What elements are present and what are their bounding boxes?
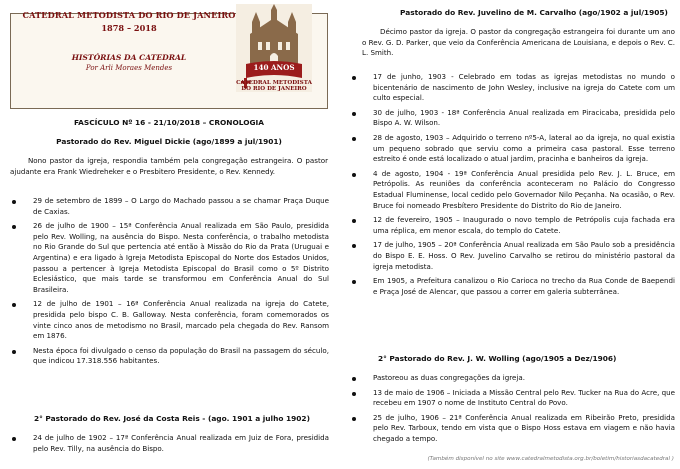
list-item-text: 12 de fevereiro, 1905 – Inaugurado o novo templo de Petrópolis cuja fachada era uma réplica, em menor escala, do templo do Catete. bbox=[373, 215, 675, 235]
bullet-icon bbox=[12, 303, 16, 307]
list-item bbox=[348, 72, 675, 104]
header-subtitle: HISTÓRIAS DA CATEDRAL bbox=[71, 53, 187, 62]
list-item bbox=[348, 108, 675, 129]
intro-paragraph: Nono pastor da igreja, respondia também pela congregação estrangeira. O pastor ajudante era Frank Wiedreheker e o Presbitero Presidente, o Rev. Kennedy. bbox=[10, 156, 328, 176]
list-item bbox=[348, 373, 675, 384]
list-item bbox=[8, 221, 329, 295]
pastor-carvalho-heading: Pastorado do Rev. Juvelino de M. Carvalho (ago/1902 a jul/1905) bbox=[400, 8, 668, 17]
cathedral-logo-icon bbox=[236, 4, 312, 92]
logo-anniversary: 140 ANOS bbox=[253, 63, 295, 72]
list-item bbox=[8, 346, 329, 367]
list-item-text: 25 de julho, 1906 – 21ª Conferência Anual realizada em Ribeirão Preto, presidida pelo Rev. Tarboux, tendo em vista que o Bispo Hoss estava em viagem e não havia chegado a tempo. bbox=[373, 412, 675, 443]
bullet-icon bbox=[352, 417, 356, 421]
list-item bbox=[348, 133, 675, 165]
header-years: 1878 – 2018 bbox=[101, 23, 157, 33]
header-author: Por Arli Moraes Mendes bbox=[85, 64, 173, 72]
list-item-text: 30 de julho, 1903 - 18ª Conferência Anual realizada em Piracicaba, presidida pelo Bispo A. W. Wilson. bbox=[373, 107, 675, 128]
bullet-icon bbox=[352, 219, 356, 223]
left-bullet-list bbox=[8, 196, 329, 371]
header-title: CATEDRAL METODISTA DO RIO DE JANEIRO bbox=[22, 10, 236, 20]
list-item-text: 17 de junho, 1903 - Celebrado em todas as igrejas metodistas no mundo o bicentenário de nascimento de John Wesley, inclusive na igreja do Catete com um culto especial. bbox=[373, 72, 675, 103]
bullet-icon bbox=[352, 280, 356, 284]
bullet-icon bbox=[352, 76, 356, 80]
list-item-text: Em 1905, a Prefeitura canalizou o Rio Carioca no trecho da Rua Conde de Baependi e Praça José de Alencar, que passou a correr em galeria subterrânea. bbox=[373, 276, 675, 296]
left-column bbox=[0, 0, 338, 469]
pastor-reis-heading: 2° Pastorado do Rev. José da Costa Reis - (ago. 1901 a julho 1902) bbox=[34, 414, 310, 423]
logo-name-line1: CATEDRAL METODISTA bbox=[236, 80, 312, 86]
bullet-icon bbox=[352, 392, 356, 396]
bullet-icon bbox=[352, 173, 356, 177]
list-item bbox=[348, 169, 675, 211]
list-item bbox=[348, 388, 675, 409]
bullet-icon bbox=[352, 112, 356, 116]
bullet-icon bbox=[352, 377, 356, 381]
list-item bbox=[348, 240, 675, 272]
right-bullet-list-2 bbox=[348, 373, 675, 449]
list-item bbox=[8, 299, 329, 341]
pastor-wolling-heading: 2° Pastorado do Rev. J. W. Wolling (ago/1905 a Dez/1906) bbox=[378, 354, 617, 363]
bullet-icon bbox=[12, 350, 16, 354]
bullet-icon bbox=[352, 137, 356, 141]
carvalho-intro-paragraph: Décimo pastor da igreja. O pastor da congregação estrangeira foi durante um ano o Rev. G. D. Parker, que veio da Conferência Americana de Louisiana, e depois o Rev. C. L. Smith. bbox=[362, 27, 675, 58]
list-item-text: 17 de julho, 1905 – 20ª Conferência Anual realizada em São Paulo sob a presidência do Bispo E. E. Hoss. O Rev. Juvelino Carvalho se retirou do ministério pastoral da igreja metodista. bbox=[373, 240, 675, 271]
list-item-text: Nesta época foi divulgado o censo da população do Brasil na passagem do século, que indicou 17.318.556 habitantes. bbox=[33, 345, 329, 366]
list-item-text: 13 de maio de 1906 – Iniciada a Missão Central pelo Rev. Tucker na Rua do Acre, que recebeu em 1907 o nome de Instituto Central do Povo. bbox=[373, 387, 675, 408]
bullet-icon bbox=[352, 244, 356, 248]
right-column bbox=[338, 0, 680, 469]
right-bullet-list bbox=[348, 72, 675, 301]
list-item-text: 29 de setembro de 1899 – O Largo do Machado passou a se chamar Praça Duque de Caxias. bbox=[33, 196, 329, 216]
list-item bbox=[8, 196, 329, 217]
logo-name-line2: DO RIO DE JANEIRO bbox=[241, 86, 307, 92]
footer-website-note: (Também disponível no site www.catedralmetodista.org.br/boletim/historiasdacatedral ) bbox=[427, 456, 674, 462]
list-item bbox=[348, 413, 675, 445]
pastor-dickie-heading: Pastorado do Rev. Miguel Dickie (ago/1899 a jul/1901) bbox=[56, 137, 282, 146]
list-item bbox=[348, 215, 675, 236]
list-item bbox=[8, 433, 329, 454]
list-item-text: 12 de julho de 1901 – 16ª Conferência Anual realizada na igreja do Catete, presidida pelo bispo C. B. Galloway. Nesta conferência, foram comemorados os vinte cinco anos de metodismo no Brasil, marcado pela chegada do Rev. Ransom em 1876. bbox=[33, 299, 329, 341]
logo-name bbox=[236, 80, 312, 92]
list-item-text: 26 de julho de 1900 – 15ª Conferência Anual realizada em São Paulo, presidida pelo Rev. Wolling, na ausência do Bispo. Nesta conferência, o trabalho metodista no Rio Grande do Sul que pertencia até então à Missão do Rio da Prata (Uruguai e Argentina) e era ligado à Igreja Metodista Episcopal do Norte dos Estados Unidos, passou a pertencer à Igreja Metodista Episcopal do Brasil como o 5º Distrito Eclesiástico, que mais tarde se transformou em Conferência Anual do Sul Brasileira. bbox=[33, 221, 329, 294]
list-item bbox=[348, 276, 675, 297]
list-item-text: 4 de agosto, 1904 - 19ª Conferência Anual presidida pelo Rev. J. L. Bruce, em Petrópolis. As reuniões da conferência aconteceram no Palácio do Congresso Estadual Fluminense, local cedido pelo Governador Nilo Peçanha. Na ocasião, o Rev. Bruce foi nomeado Presbítero Presidente do Distrito do Rio de Janeiro. bbox=[373, 168, 675, 210]
list-item-text: 28 de agosto, 1903 – Adquirido o terreno nº5-A, lateral ao da igreja, no qual existia um pequeno sobrado que serviu como a primeira casa pastoral. Esse terreno estreito é onde está localizado o atual jardim, pracinha e banheiros da igreja. bbox=[373, 132, 675, 164]
list-item-text: 24 de julho de 1902 – 17ª Conferência Anual realizada em Juiz de Fora, presidida pelo Rev. Tilly, na ausência do Bispo. bbox=[33, 433, 329, 453]
fascicle-heading: FASCÍCULO Nº 16 - 21/10/2018 – CRONOLOGIA bbox=[73, 118, 265, 127]
bullet-icon bbox=[12, 225, 16, 229]
list-item-text: Pastoreou as duas congregações da igreja. bbox=[373, 373, 525, 382]
bullet-icon bbox=[12, 437, 16, 441]
left-bullet-list-2 bbox=[8, 433, 329, 458]
bullet-icon bbox=[12, 200, 16, 204]
